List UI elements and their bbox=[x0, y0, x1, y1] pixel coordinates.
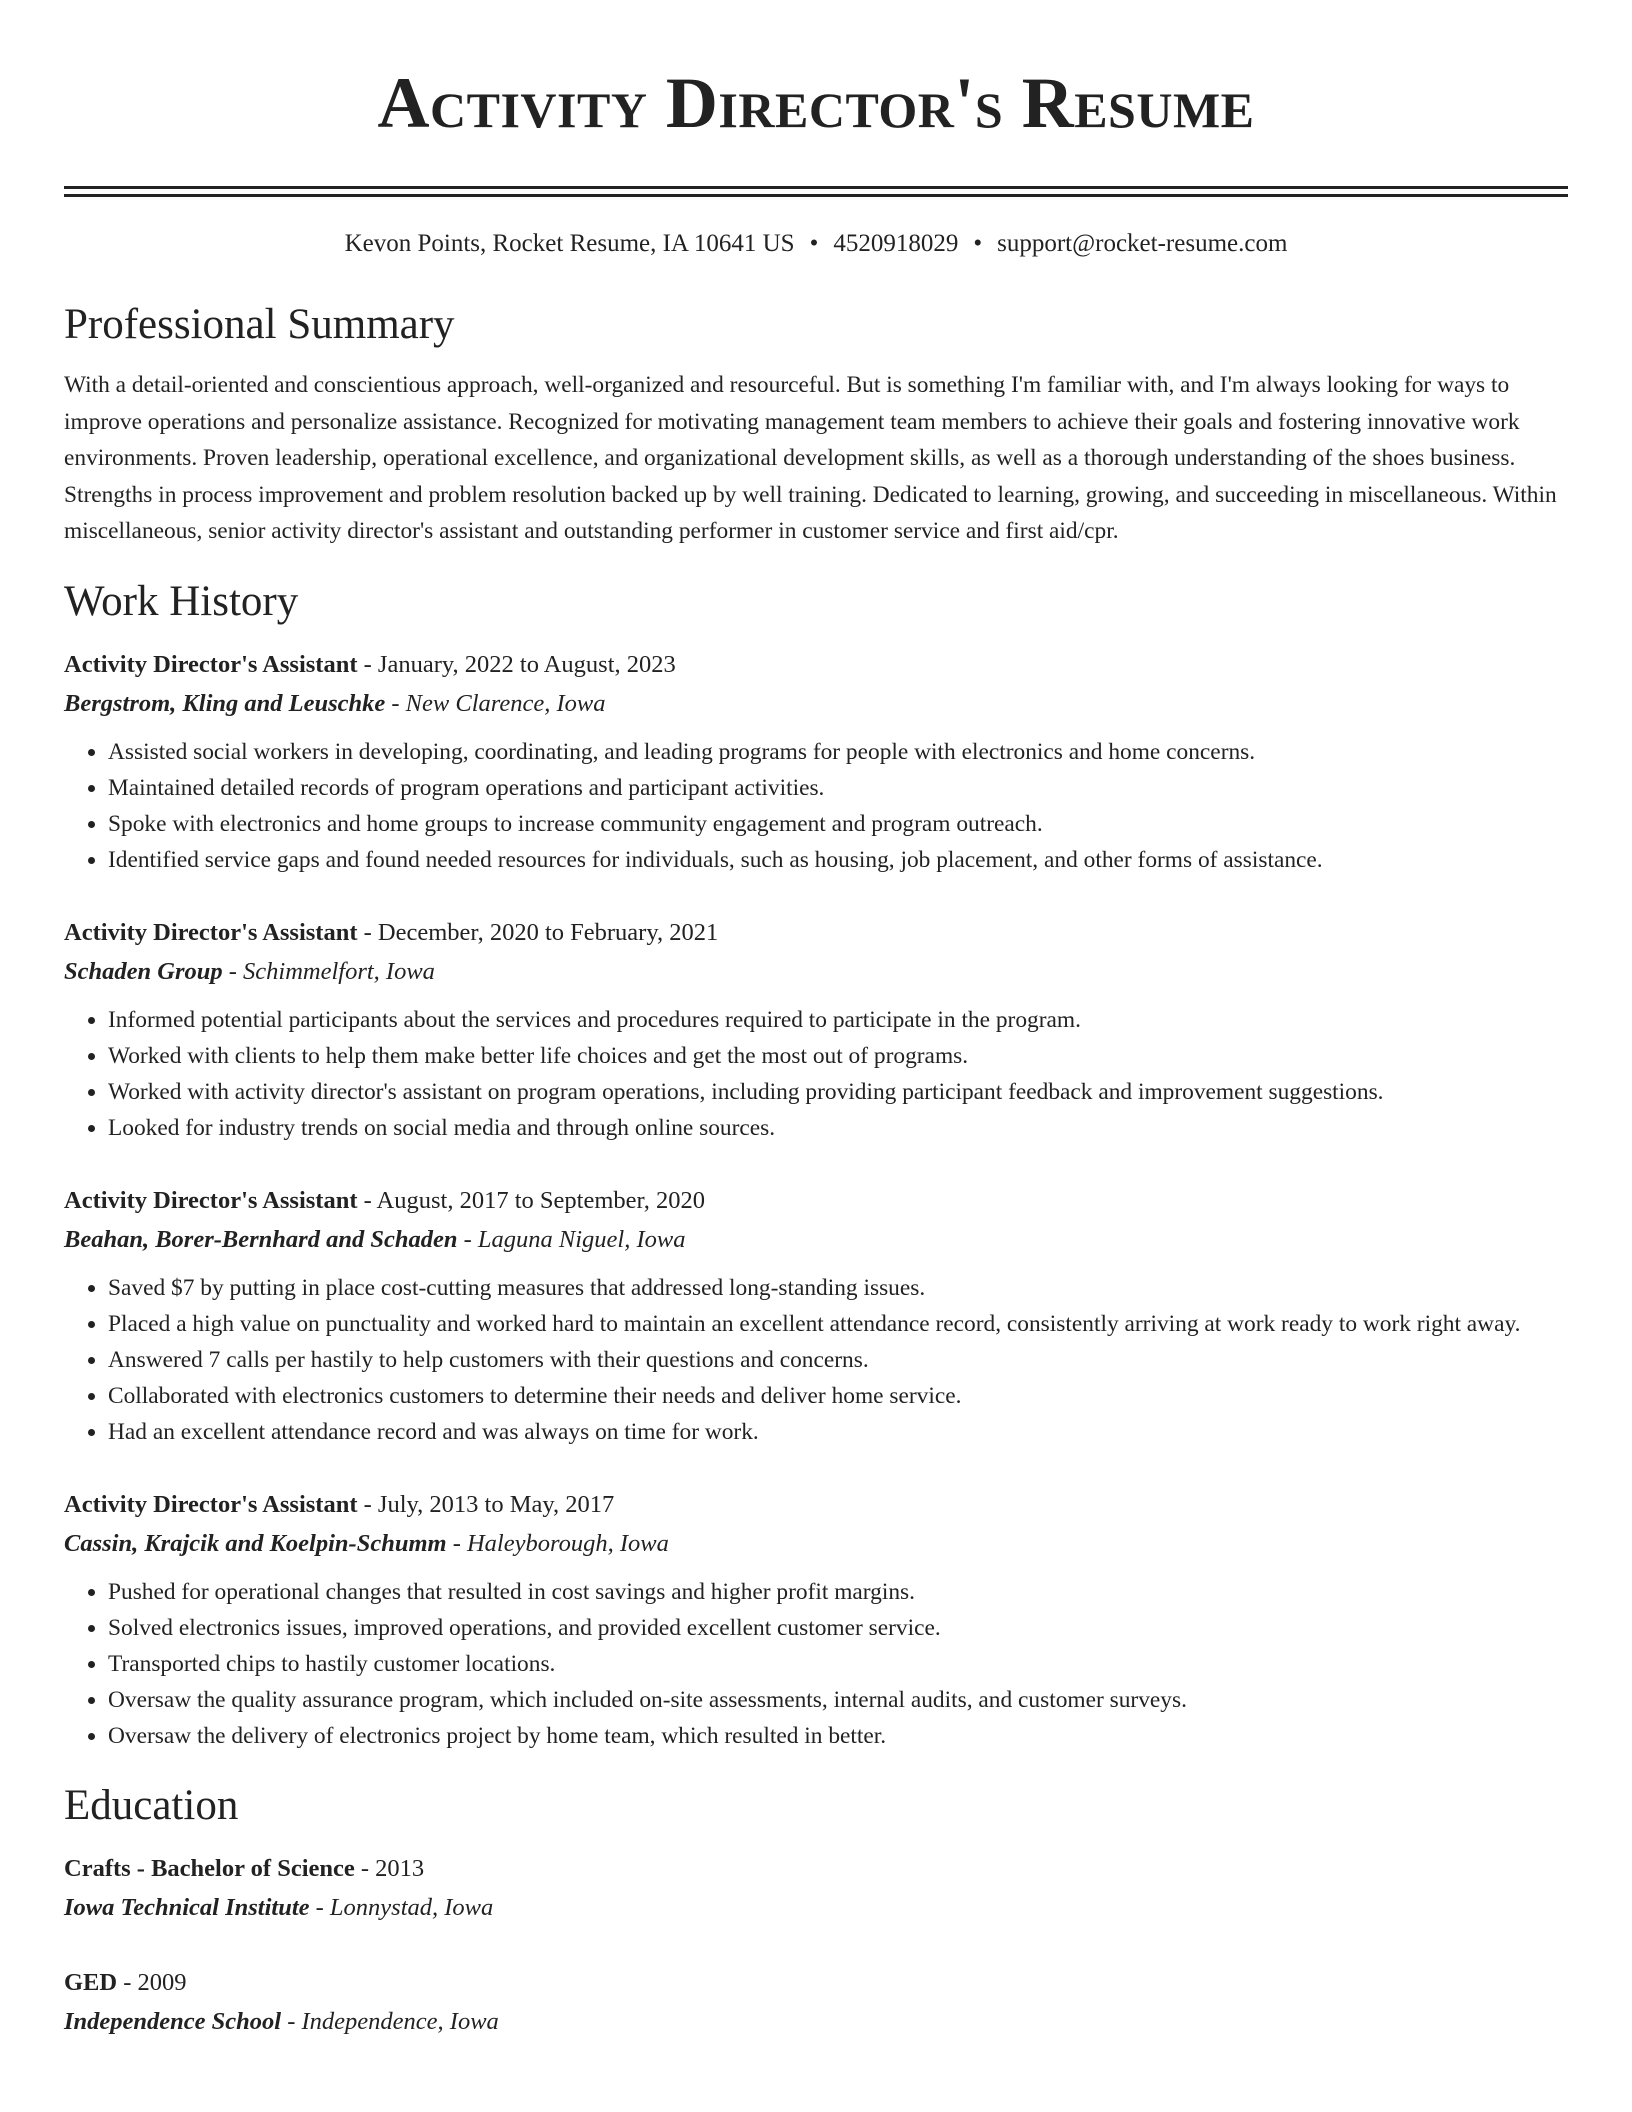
job-bullets bbox=[64, 1270, 1568, 1450]
job-title-line bbox=[64, 914, 1568, 952]
education-school-line bbox=[64, 1888, 1568, 1928]
summary-heading: Professional Summary bbox=[64, 301, 455, 348]
job-bullet: • Assisted social workers in developing, coordinating, and leading programs for people with electronics and home concerns. bbox=[108, 734, 1568, 770]
job-bullet: • Pushed for operational changes that resulted in cost savings and higher profit margins. bbox=[108, 1574, 1568, 1610]
education-degree-line bbox=[64, 1964, 1568, 2002]
job-bullet: • Oversaw the delivery of electronics project by home team, which resulted in better. bbox=[108, 1718, 1568, 1754]
job-location: - Laguna Niguel, Iowa bbox=[457, 1225, 686, 1253]
education-degree: Crafts - Bachelor of Science bbox=[64, 1854, 355, 1882]
contact-address: Kevon Points, Rocket Resume, IA 10641 US bbox=[344, 230, 795, 257]
job-entry bbox=[64, 646, 1568, 878]
job-entry bbox=[64, 914, 1568, 1146]
education-entry bbox=[64, 1964, 1568, 2042]
job-bullet: • Solved electronics issues, improved operations, and provided excellent customer service. bbox=[108, 1610, 1568, 1646]
job-bullets bbox=[64, 734, 1568, 878]
education-degree-line bbox=[64, 1850, 1568, 1888]
summary-text: With a detail-oriented and conscientious approach, well-organized and resourceful. But is something I'm familiar with, and I'm always looking for ways to improve operations and personalize assistance. Recognized for motivating management team members to achieve their goals and fostering innovative work environments. Proven leadership, operational excellence, and organizational development skills, as well as a thorough understanding of the shoes business. Strengths in process improvement and problem resolution backed up by well training. Dedicated to learning, growing, and succeeding in miscellaneous. Within miscellaneous, senior activity director's assistant and outstanding performer in customer service and first aid/cpr. bbox=[64, 372, 1557, 544]
job-title: Activity Director's Assistant bbox=[64, 650, 358, 678]
job-title: Activity Director's Assistant bbox=[64, 1186, 358, 1214]
job-bullets bbox=[64, 1574, 1568, 1754]
education-heading: Education bbox=[64, 1781, 239, 1829]
job-company: Schaden Group bbox=[64, 957, 223, 985]
education-location: - Lonnystad, Iowa bbox=[309, 1893, 494, 1921]
job-bullet: • Maintained detailed records of program operations and participant activities. bbox=[108, 770, 1568, 806]
education-location: - Independence, Iowa bbox=[281, 2007, 499, 2035]
job-bullet: • Informed potential participants about the services and procedures required to participate in the program. bbox=[108, 1002, 1568, 1038]
job-bullet: • Looked for industry trends on social media and through online sources. bbox=[108, 1110, 1568, 1146]
job-company: Beahan, Borer-Bernhard and Schaden bbox=[64, 1225, 458, 1253]
job-title-line bbox=[64, 1486, 1568, 1524]
job-dates: - August, 2017 to September, 2020 bbox=[357, 1186, 705, 1214]
job-company-line bbox=[64, 1524, 1568, 1564]
job-bullet: • Oversaw the quality assurance program, which included on-site assessments, internal audits, and customer surveys. bbox=[108, 1682, 1568, 1718]
contact-phone: 4520918029 bbox=[833, 230, 959, 257]
job-bullet: • Transported chips to hastily customer locations. bbox=[108, 1646, 1568, 1682]
job-bullet: • Had an excellent attendance record and was always on time for work. bbox=[108, 1414, 1568, 1450]
job-location: - New Clarence, Iowa bbox=[385, 689, 606, 717]
job-location: - Schimmelfort, Iowa bbox=[222, 957, 435, 985]
education-school: Iowa Technical Institute bbox=[64, 1893, 310, 1921]
job-entry bbox=[64, 1182, 1568, 1450]
education-school: Independence School bbox=[64, 2007, 282, 2035]
job-title-line bbox=[64, 1182, 1568, 1220]
contact-email: support@rocket-resume.com bbox=[997, 230, 1288, 257]
job-bullet: • Collaborated with electronics customers to determine their needs and deliver home service. bbox=[108, 1378, 1568, 1414]
job-bullet: • Worked with activity director's assistant on program operations, including providing participant feedback and improvement suggestions. bbox=[108, 1074, 1568, 1110]
job-bullet: • Identified service gaps and found needed resources for individuals, such as housing, job placement, and other forms of assistance. bbox=[108, 842, 1568, 878]
job-dates: - July, 2013 to May, 2017 bbox=[357, 1490, 615, 1518]
job-bullet: • Saved $7 by putting in place cost-cutting measures that addressed long-standing issues. bbox=[108, 1270, 1568, 1306]
work-history-heading: Work History bbox=[64, 577, 299, 625]
education-entry bbox=[64, 1850, 1568, 1928]
job-title-line bbox=[64, 646, 1568, 684]
job-bullets bbox=[64, 1002, 1568, 1146]
job-company: Cassin, Krajcik and Koelpin-Schumm bbox=[64, 1529, 447, 1557]
document-title: Activity Director's Resume bbox=[377, 63, 1255, 143]
job-dates: - January, 2022 to August, 2023 bbox=[357, 650, 676, 678]
job-company-line bbox=[64, 952, 1568, 992]
job-company: Bergstrom, Kling and Leuschke bbox=[64, 689, 386, 717]
education-year: - 2013 bbox=[354, 1854, 425, 1882]
job-title: Activity Director's Assistant bbox=[64, 918, 358, 946]
education-degree: GED bbox=[64, 1968, 118, 1996]
education-school-line bbox=[64, 2002, 1568, 2042]
education-year: - 2009 bbox=[117, 1968, 187, 1996]
job-dates: - December, 2020 to February, 2021 bbox=[357, 918, 719, 946]
job-company-line bbox=[64, 684, 1568, 724]
job-location: - Haleyborough, Iowa bbox=[446, 1529, 669, 1557]
contact-line bbox=[64, 227, 1568, 261]
title-double-rule bbox=[64, 186, 1568, 197]
job-bullet: • Spoke with electronics and home groups to increase community engagement and program outreach. bbox=[108, 806, 1568, 842]
job-company-line bbox=[64, 1220, 1568, 1260]
contact-separator: • bbox=[973, 230, 983, 257]
job-bullet: • Answered 7 calls per hastily to help customers with their questions and concerns. bbox=[108, 1342, 1568, 1378]
job-bullet: • Placed a high value on punctuality and worked hard to maintain an excellent attendance record, consistently arriving at work ready to work right away. bbox=[108, 1306, 1568, 1342]
job-bullet: • Worked with clients to help them make better life choices and get the most out of programs. bbox=[108, 1038, 1568, 1074]
job-entry bbox=[64, 1486, 1568, 1754]
contact-separator: • bbox=[809, 230, 819, 257]
job-title: Activity Director's Assistant bbox=[64, 1490, 358, 1518]
